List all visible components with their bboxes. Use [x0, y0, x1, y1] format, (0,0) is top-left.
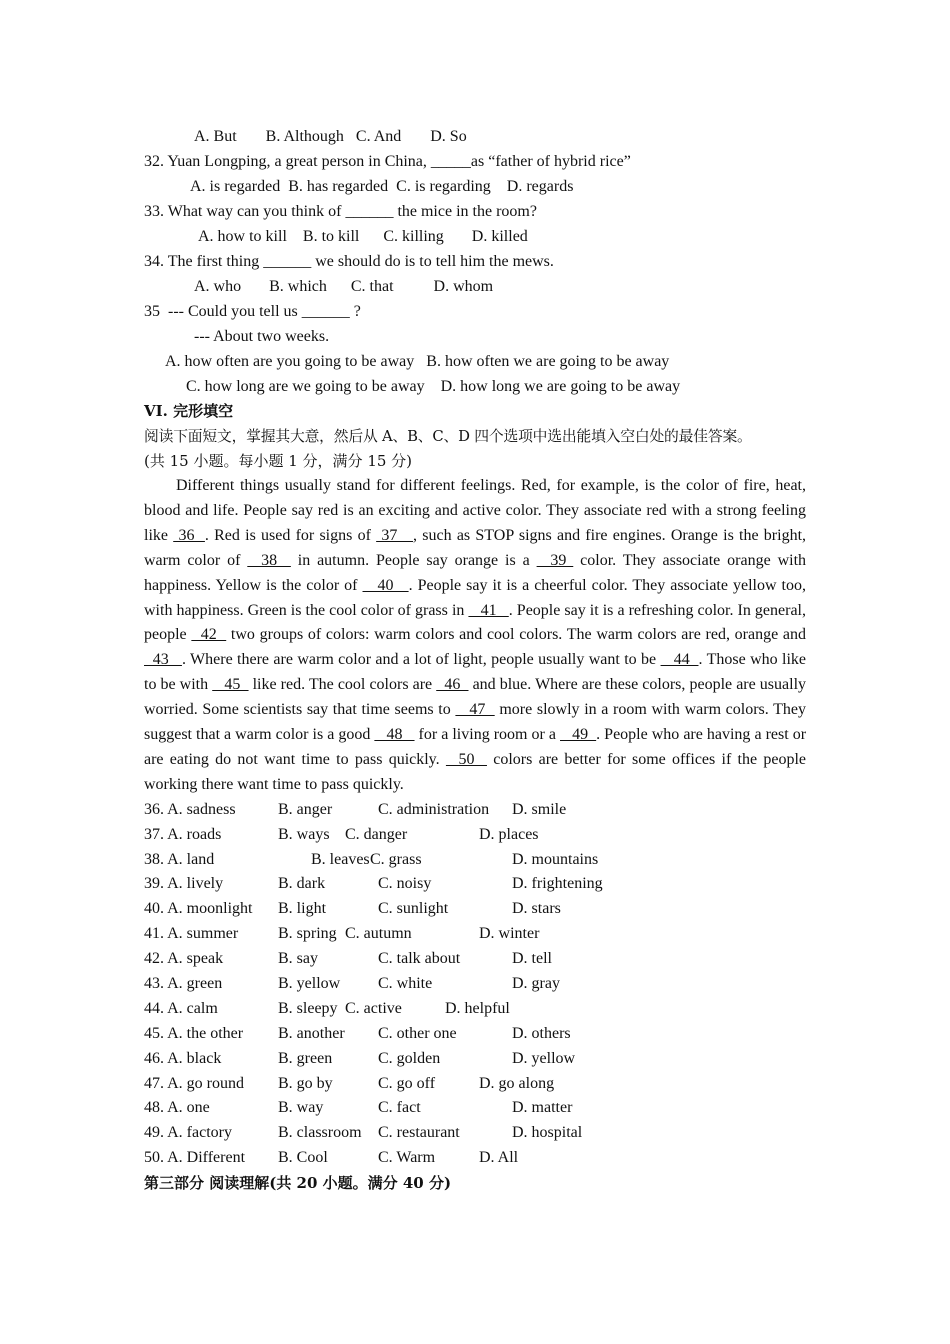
- options-row-48: 48. A. one B. way C. fact D. matter: [144, 1099, 573, 1117]
- options-row-47: 47. A. go round B. go by C. go off D. go along: [144, 1074, 555, 1092]
- q35-reply: --- About two weeks.: [194, 328, 330, 345]
- options-row-41: 41. A. summer B. spring C. autumn D. winter: [144, 925, 540, 943]
- cloze-passage: Different things usually stand for different feelings. Red, for example, is the color of fire, heat, blood and life. People say red is an exciting and active color. They associate red with a strong feeling like 36 . Red is used for signs of 37 , such as STOP signs and fire engines. Orange is the bright, warm color of 38 in autumn. People say orange is a 39 color. They associate orange with happiness. Yellow is the color of 40 . People say it is a cheerful color. They associate yellow too, with happiness. Green is the cool color of grass in 41 . People say it is a refreshing color. In general, people 42 two groups of colors: warm colors and cool colors. The warm colors are red, orange and 43 . Where there are warm color and a lot of light, people usually want to be 44 . Those who like to be with 45 like red. The cool colors are 46 and blue. Where are these colors, people are usually worried. Some scientists say that time seems to 47 more slowly in a room with warm colors. They suggest that a warm color is a good 48 for a living room or a 49 . People who are having a rest or are eating do not want time to pass quickly. 50 colors are better for some offices if the people working there want time to pass quickly.: [144, 477, 807, 793]
- q31-option-c: C. And: [355, 128, 402, 145]
- options-row-37: 37. A. roads B. ways C. danger D. places: [144, 825, 539, 843]
- blank-37: 37: [376, 526, 414, 544]
- blank-41: 41: [468, 601, 509, 619]
- blank-42: 42: [191, 626, 227, 644]
- blank-49: 49: [560, 726, 597, 744]
- options-row-36: 36. A. sadness B. anger C. administration D. smile: [144, 800, 567, 818]
- blank-48: 48: [374, 726, 415, 744]
- section6-heading: VI. 完形填空: [144, 402, 234, 420]
- options-row-42: 42. A. speak B. say C. talk about D. tell: [144, 950, 552, 968]
- blank-50: 50: [445, 750, 487, 768]
- section6-instruction-line1: 阅读下面短文，掌握其大意，然后从 A、B、C、D 四个选项中选出能填入空白处的最佳答案。: [144, 428, 752, 445]
- q31-options: [144, 124, 806, 149]
- blank-45: 45: [212, 676, 249, 694]
- blank-44: 44: [660, 651, 699, 669]
- q32-options: A. is regarded B. has regarded C. is regarding D. regards: [190, 178, 574, 195]
- blank-46: 46: [436, 676, 469, 694]
- options-row-40: 40. A. moonlight B. light C. sunlight D. stars: [144, 900, 561, 918]
- q33-stem: 33. What way can you think of ______ the mice in the room?: [144, 203, 537, 220]
- q34-stem: 34. The first thing ______ we should do is to tell him the mews.: [144, 253, 554, 270]
- blank-38: 38: [247, 551, 291, 569]
- q32-stem: 32. Yuan Longping, a great person in China, _____as “father of hybrid rice”: [144, 153, 631, 170]
- options-row-38: 38. A. land B. leaves C. grass D. mountains: [144, 850, 599, 868]
- options-row-39: 39. A. lively B. dark C. noisy D. frightening: [144, 875, 603, 893]
- options-row-44: 44. A. calm B. sleepy C. active D. helpful: [144, 999, 510, 1017]
- blank-36: 36: [173, 526, 205, 544]
- blank-39: 39: [536, 551, 574, 569]
- part3-heading: 第三部分 阅读理解(共 20 小题。满分 40 分): [144, 1174, 452, 1193]
- blank-43: 43: [144, 651, 182, 669]
- options-row-45: 45. A. the other B. another C. other one D. others: [144, 1024, 571, 1042]
- q34-options: A. who B. which C. that D. whom: [194, 278, 494, 295]
- q31-option-a: A. But: [194, 128, 237, 145]
- q35-options-line2: C. how long are we going to be away D. how long we are going to be away: [186, 378, 681, 395]
- document-content: [144, 124, 806, 1196]
- q31-option-d: D. So: [430, 128, 467, 145]
- options-row-50: 50. A. Different B. Cool C. Warm D. All: [144, 1149, 519, 1167]
- q31-option-b: B. Although: [265, 128, 344, 145]
- blank-40: 40: [362, 576, 409, 594]
- q35-stem: 35 --- Could you tell us ______ ?: [144, 303, 361, 320]
- q35-options-line1: A. how often are you going to be away B. how often we are going to be away: [165, 353, 670, 370]
- options-row-49: 49. A. factory B. classroom C. restaurant D. hospital: [144, 1124, 583, 1142]
- blank-47: 47: [455, 701, 495, 719]
- options-row-46: 46. A. black B. green C. golden D. yellow: [144, 1049, 576, 1067]
- q33-options: A. how to kill B. to kill C. killing D. killed: [198, 228, 528, 245]
- options-row-43: 43. A. green B. yellow C. white D. gray: [144, 975, 560, 993]
- section6-instruction-line2: (共 15 小题。每小题 1 分，满分 15 分): [144, 452, 413, 470]
- cloze-options: [144, 798, 806, 1171]
